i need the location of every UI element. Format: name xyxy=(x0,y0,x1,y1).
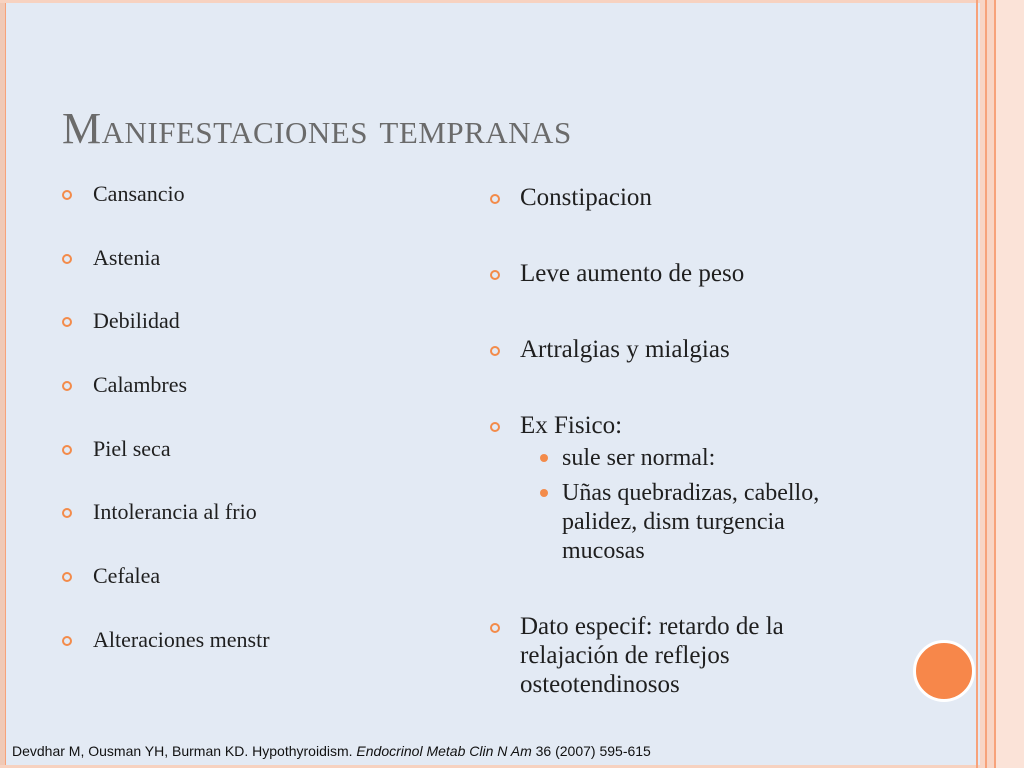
citation-details: 36 (2007) 595-615 xyxy=(531,743,651,759)
citation-authors: Devdhar M, Ousman YH, Burman KD. Hypothyroidism. xyxy=(12,743,357,759)
orange-circle-decoration xyxy=(913,640,975,702)
ring-bullet-icon xyxy=(62,381,72,391)
list-item xyxy=(62,244,462,308)
sub-list-item xyxy=(550,479,832,566)
list-item-text: Astenia xyxy=(93,244,161,270)
list-item xyxy=(490,335,910,364)
list-item xyxy=(62,435,462,499)
left-bullet-list xyxy=(62,180,462,690)
ring-bullet-icon xyxy=(62,317,72,327)
ring-bullet-icon xyxy=(62,508,72,518)
list-item xyxy=(62,307,462,371)
list-item-text: Artralgias y mialgias xyxy=(520,336,730,363)
ring-bullet-icon xyxy=(490,270,500,280)
citation-footnote xyxy=(12,743,651,759)
sub-list-item-text: sule ser normal: xyxy=(562,445,716,471)
list-item-text: Ex Fisico: xyxy=(520,412,623,439)
left-border-decoration xyxy=(0,0,6,768)
list-item xyxy=(62,626,462,690)
list-item-text: Cefalea xyxy=(93,563,161,589)
list-item xyxy=(62,562,462,626)
dot-bullet-icon xyxy=(540,489,548,497)
list-item-text: Leve aumento de peso xyxy=(520,260,745,287)
list-item xyxy=(490,612,860,699)
ring-bullet-icon xyxy=(62,190,72,200)
list-item-text: Piel seca xyxy=(93,435,171,461)
ring-bullet-icon xyxy=(490,422,500,432)
right-bullet-list xyxy=(490,183,910,699)
ring-bullet-icon xyxy=(62,636,72,646)
ring-bullet-icon xyxy=(490,194,500,204)
sub-list-item xyxy=(550,444,910,473)
dot-bullet-icon xyxy=(540,454,548,462)
list-item-text: Constipacion xyxy=(520,184,652,211)
top-border-decoration xyxy=(0,0,990,3)
list-item-text: Calambres xyxy=(93,372,188,398)
sub-bullet-list xyxy=(520,444,910,566)
list-item-text: Dato especif: retardo de la relajación de reflejos osteotendinosos xyxy=(520,613,784,698)
citation-journal: Endocrinol Metab Clin N Am xyxy=(356,743,532,759)
list-item xyxy=(62,498,462,562)
list-item xyxy=(62,371,462,435)
list-item-text: Alteraciones menstr xyxy=(93,626,270,652)
list-item-text: Debilidad xyxy=(93,308,180,334)
ring-bullet-icon xyxy=(62,572,72,582)
list-item xyxy=(490,183,910,212)
ring-bullet-icon xyxy=(62,445,72,455)
ring-bullet-icon xyxy=(490,623,500,633)
list-item xyxy=(62,180,462,244)
list-item-text: Cansancio xyxy=(93,181,185,206)
ring-bullet-icon xyxy=(490,346,500,356)
ring-bullet-icon xyxy=(62,254,72,264)
right-border-line xyxy=(976,0,978,768)
list-item xyxy=(490,259,910,288)
right-stripes-decoration xyxy=(980,0,1024,768)
slide-title: Manifestaciones tempranas xyxy=(62,104,572,153)
list-item-text: Intolerancia al frio xyxy=(93,499,257,525)
list-item xyxy=(490,411,910,566)
sub-list-item-text: Uñas quebradizas, cabello, palidez, dism turgencia mucosas xyxy=(562,480,820,564)
